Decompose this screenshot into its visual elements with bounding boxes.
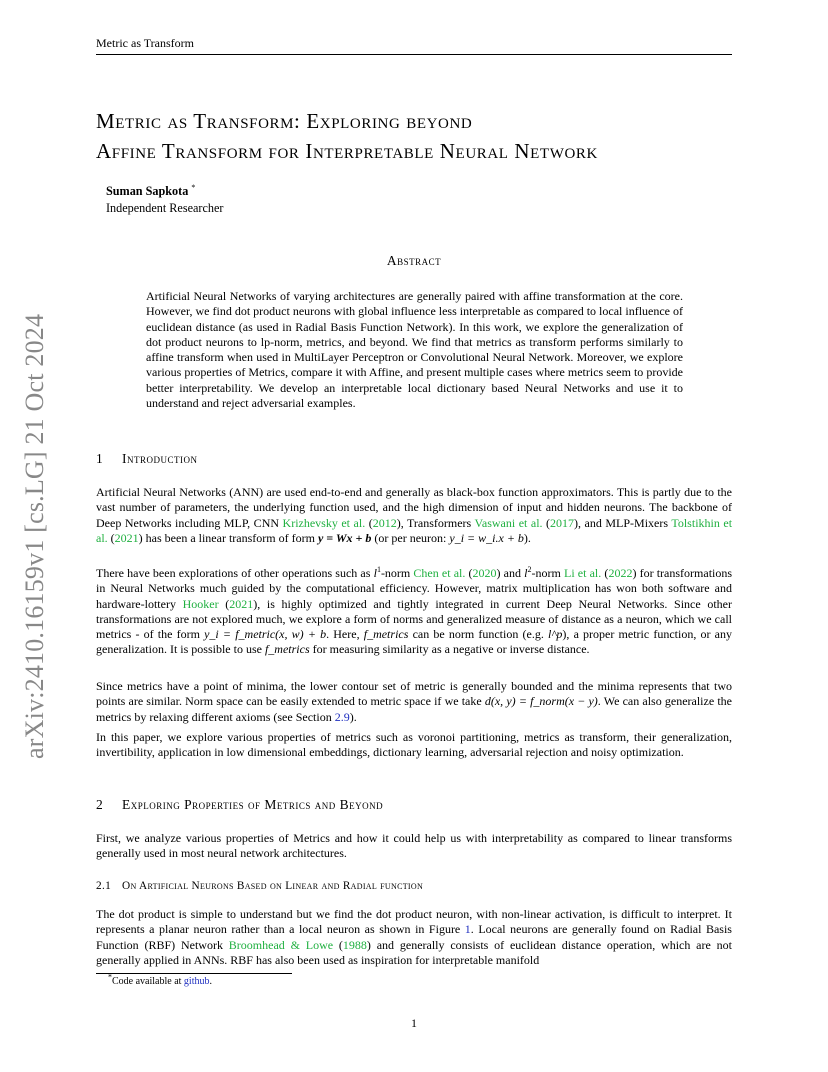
figure-reference-link[interactable]: 1 xyxy=(464,922,471,937)
abstract-heading: Abstract xyxy=(386,253,442,268)
intro-paragraph-3: Since metrics have a point of minima, the lower contour set of metric is generally bounded and the minima represents that two points are similar. Norm space can be easily extended to metric space if we take d(x, y) = f_norm(x − y). We can also generalize the metrics by relaxing different axioms (see Section 2.9). xyxy=(96,679,732,724)
github-link[interactable]: github xyxy=(183,976,210,987)
section-heading-introduction xyxy=(96,451,198,467)
intro-paragraph-2: There have been explorations of other operations such as $l^1$-norm Chen et al. (2020) and $l^2$-norm Li et al. (2022) for transformations in Neural Networks much guided by the computational efficiency. However, matrix multiplication has won both software and hardware-lottery Hooker (2021), is highly optimized and tightly integrated in current Deep Neural Networks. Since other transformations are not explored much, we explore a form of norms and generalized measure of distance as a neuron, which we call metrics - of the form y_i = f_metric(x, w) + b. Here, f_metrics can be norm function (e.g. l^p), a proper metric function, or any generalization. It is possible to use f_metrics for measuring similarity as a negative or inverse distance. xyxy=(96,565,733,657)
paper-title xyxy=(96,106,756,166)
footnote-mark: * xyxy=(108,972,112,982)
citation-year-link[interactable]: 2012 xyxy=(372,515,397,530)
arxiv-identifier-stamp: arXiv:2410.16159v1 [cs.LG] 21 Oct 2024 xyxy=(20,313,49,759)
subsection-number: 2.1 xyxy=(96,880,112,892)
affine-equation: y = Wx + b xyxy=(317,530,372,545)
section-number: 1 xyxy=(96,451,104,466)
author-affiliation: Independent Researcher xyxy=(106,201,224,215)
citation-year-link[interactable]: 2017 xyxy=(550,515,575,530)
citation-link[interactable]: Broomhead & Lowe xyxy=(228,937,334,952)
citation-link[interactable]: Krizhevsky et al. xyxy=(282,515,366,530)
title-line-1: Metric as Transform: Exploring beyond xyxy=(96,109,473,133)
author-footnote-mark: * xyxy=(191,182,196,192)
footnote: *Code available at github. xyxy=(108,972,212,987)
author-block xyxy=(106,183,223,217)
citation-year-link[interactable]: 2021 xyxy=(229,596,254,611)
metric-form-equation: y_i = f_metric(x, w) + b xyxy=(204,627,327,642)
page-number: 1 xyxy=(411,1016,417,1030)
citation-year-link[interactable]: 1988 xyxy=(342,937,367,952)
section-number: 2 xyxy=(96,797,104,812)
section-2-paragraph: First, we analyze various properties of Metrics and how it could help us with interpretability as compared to linear transforms generally used in most neural network architectures. xyxy=(96,831,732,861)
section-heading-exploring-properties xyxy=(96,797,383,813)
citation-year-link[interactable]: 2022 xyxy=(608,566,633,580)
citation-link[interactable]: Li et al. xyxy=(563,566,602,580)
subsection-2-1-paragraph: The dot product is simple to understand but we find the dot product neuron, with non-linear activation, is difficult to interpret. It represents a planar neuron rather than a local neuron as shown in Figure 1. Local neurons are generally found on Radial Basis Function (RBF) Network Broomhead & Lowe (1988) and generally consists of euclidean distance operation, which are not generally applied in ANNs. RBF has also been used as inspiration for interpretable manifold xyxy=(96,907,732,967)
intro-paragraph-1: Artificial Neural Networks (ANN) are used end-to-end and generally as black-box function approximators. This is partly due to the vast number of parameters, the underlying function used, and the high dimension of input and hidden neurons. The backbone of Deep Networks including MLP, CNN Krizhevsky et al. (2012), Transformers Vaswani et al. (2017), and MLP-Mixers Tolstikhin et al. (2021) has been a linear transform of form y = Wx + b (or per neuron: y_i = w_i.x + b). xyxy=(96,485,733,545)
distance-equation: d(x, y) = f_norm(x − y) xyxy=(484,694,598,709)
citation-year-link[interactable]: 2021 xyxy=(114,530,139,545)
title-line-2: Affine Transform for Interpretable Neural Network xyxy=(96,139,598,163)
running-head: Metric as Transform xyxy=(96,36,732,55)
intro-paragraph-4: In this paper, we explore various properties of metrics such as voronoi partitioning, metrics as transform, their generalization, invertibility, application in low dimensional embeddings, dictionary learning, adversarial rejection and noisy optimization. xyxy=(96,730,732,760)
citation-link[interactable]: Tolstikhin et al. xyxy=(96,515,733,545)
section-title: Introduction xyxy=(122,451,198,466)
citation-link[interactable]: Vaswani et al. xyxy=(474,515,543,530)
footnote-divider xyxy=(96,973,292,974)
citation-year-link[interactable]: 2020 xyxy=(472,566,497,580)
citation-link[interactable]: Hooker xyxy=(182,596,219,611)
citation-link[interactable]: Chen et al. xyxy=(413,566,466,580)
subsection-heading-artificial-neurons xyxy=(96,880,423,892)
abstract-text: Artificial Neural Networks of varying architectures are generally paired with affine transformation at the core. However, we find dot product neurons with global influence less interpretable as compared to local influence of euclidean distance (as used in Radial Basis Function Network). In this work, we explore the generalization of dot product neurons to lp-norm, metrics, and beyond. We find that metrics as transform performs similarly to affine transform when used in MultiLayer Perceptron or Convolutional Neural Network. Moreover, we explore various properties of Metrics, compare it with Affine, and present multiple cases where metrics seem to provide better interpretability. We develop an interpretable local dictionary based Neural Networks and use it to understand and reject adversarial examples. xyxy=(146,289,684,411)
section-title: Exploring Properties of Metrics and Beyond xyxy=(122,797,384,812)
subsection-title: On Artificial Neurons Based on Linear and Radial function xyxy=(122,880,424,892)
author-name: Suman Sapkota xyxy=(106,184,189,198)
section-reference-link[interactable]: 2.9 xyxy=(334,709,350,724)
neuron-equation: y_i = w_i.x + b xyxy=(449,530,524,545)
